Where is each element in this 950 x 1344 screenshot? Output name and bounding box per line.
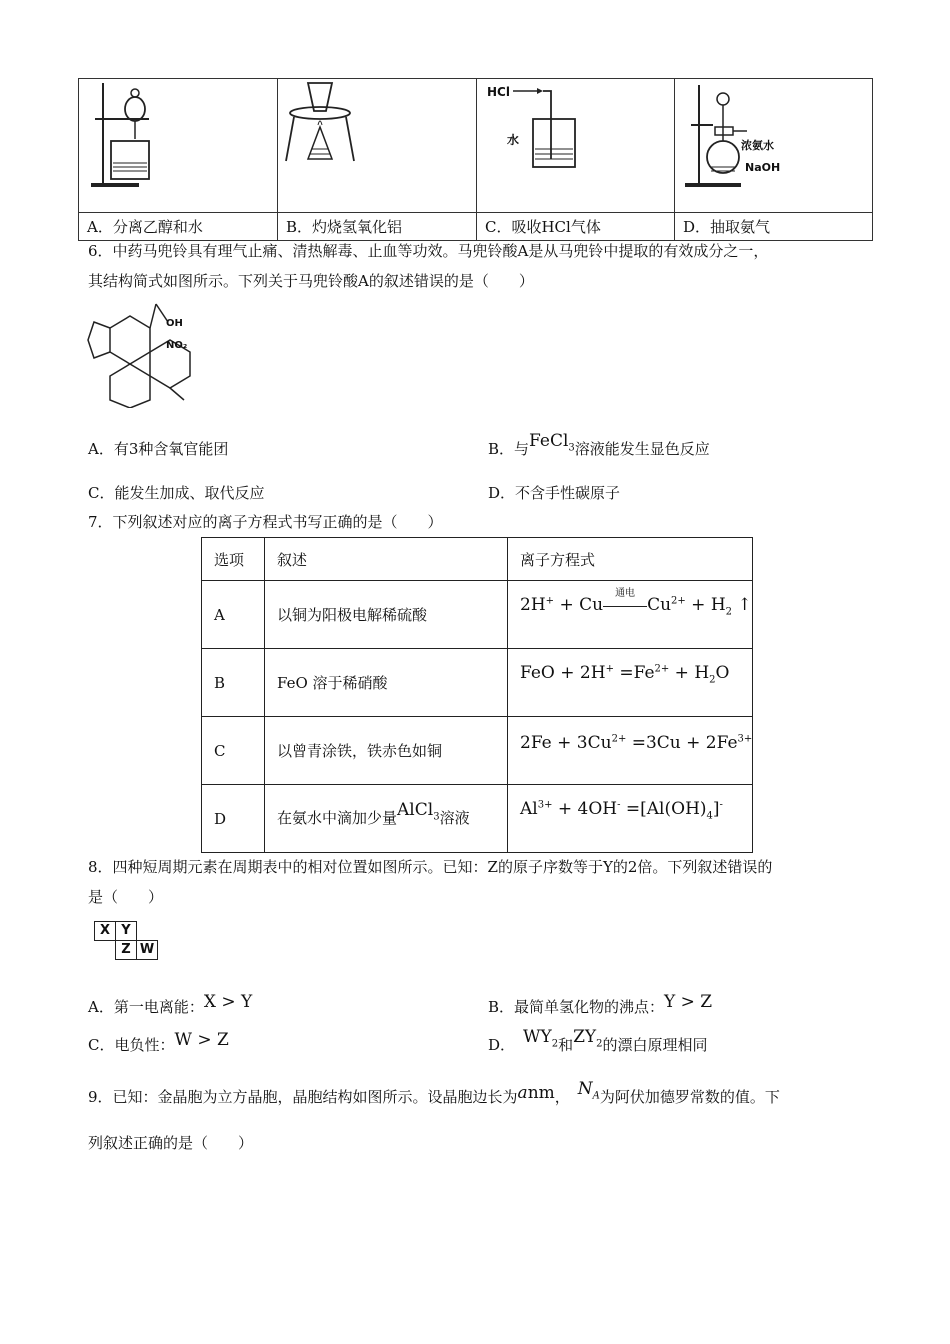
row-key: C (202, 717, 265, 785)
q8-option-d-post: 的漂白原理相同 (602, 1036, 708, 1054)
row-key: A (202, 581, 265, 649)
q8-option-d-and: 和 (558, 1036, 574, 1054)
crucible-burner-figure (278, 79, 476, 208)
q8-option-b (488, 992, 713, 1018)
row-equation (508, 581, 753, 649)
periodic-position-grid (94, 921, 160, 963)
row-equation (508, 717, 753, 785)
apparatus-c-figure (477, 79, 675, 213)
q6-option-b (488, 431, 710, 467)
q9-a-unit: nm (527, 1083, 555, 1103)
water-label: 水 (507, 133, 520, 147)
row-key: B (202, 649, 265, 717)
q9-stem-line2: 列叙述正确的是（ ） (88, 1134, 254, 1152)
q6-option-c: C．能发生加成、取代反应 (88, 484, 265, 502)
element-w-cell: W (136, 940, 158, 960)
desc-d-post: 溶液 (439, 808, 470, 827)
header-equation: 离子方程式 (508, 538, 753, 581)
header-description: 叙述 (265, 538, 508, 581)
q8-option-c-pre: C．电负性： (88, 1036, 175, 1054)
q8-option-c-math: W > Z (174, 1030, 229, 1050)
ion-equation-table (201, 537, 753, 853)
zy2-base: ZY (573, 1027, 597, 1047)
equation-a: 2H+ + Cu 通电 $Cu^{2+} + H_2$ ↑ (520, 595, 752, 617)
table-row (202, 717, 753, 785)
wy2-formula (523, 1027, 559, 1050)
zy2-formula (573, 1027, 603, 1050)
row-description (265, 785, 508, 853)
equation-b: FeO + $2H^+ =Fe^{2+} + H_2O$ (520, 663, 730, 686)
row-equation (508, 649, 753, 717)
zy2-sub: 2 (596, 1038, 603, 1050)
fecl3-sub: 3 (568, 442, 575, 454)
apparatus-d-figure (675, 79, 873, 213)
q9-comma: ， (554, 1088, 570, 1106)
header-option: 选项 (202, 538, 265, 581)
wy2-sub: 2 (551, 1038, 559, 1050)
na-base: N (577, 1079, 593, 1099)
apparatus-option-b: B．灼烧氢氧化铝 (278, 213, 477, 241)
alcl3-sub: 3 (433, 811, 440, 823)
q9-a-variable: a (517, 1083, 528, 1103)
desc-d-pre: 在氨水中滴加少量 (277, 808, 398, 827)
table-row (202, 581, 753, 649)
q9-stem-line1 (88, 1079, 780, 1115)
apparatus-option-d: D．抽取氨气 (675, 213, 873, 241)
structure-drawing (80, 296, 200, 408)
fecl3-base: FeCl (529, 431, 569, 451)
element-x-cell: X (94, 921, 116, 941)
hcl-label: HCl (487, 85, 510, 99)
q9-stem-pre: 9．已知：金晶胞为立方晶胞，晶胞结构如图所示。设晶胞边长为 (88, 1088, 518, 1106)
row-equation (508, 785, 753, 853)
beaker-figure (477, 79, 675, 208)
q9-stem-post: 为阿伏加德罗常数的值。下 (599, 1088, 780, 1106)
apparatus-table (78, 78, 873, 241)
row-description: FeO 溶于稀硝酸 (265, 649, 508, 717)
q6-option-d: D．不含手性碳原子 (488, 484, 621, 502)
table-row (202, 649, 753, 717)
element-z-cell: Z (115, 940, 137, 960)
q6-stem-line2: 其结构简式如图所示。下列关于马兜铃酸A的叙述错误的是（ ） (88, 272, 534, 290)
struct-no2-label: NO₂ (166, 340, 188, 351)
table-row (202, 785, 753, 853)
q6-stem-line1: 6．中药马兜铃具有理气止痛、清热解毒、止血等功效。马兜铃酸A是从马兜铃中提取的有效成分之一， (88, 242, 769, 260)
q6-option-b-post: 溶液能发生显色反应 (574, 440, 710, 458)
apparatus-option-a: A．分离乙醇和水 (79, 213, 278, 241)
wy2-base: WY (523, 1027, 552, 1047)
apparatus-a-figure (79, 79, 278, 213)
q6-option-a: A．有3种含氧官能团 (88, 440, 229, 458)
q8-option-b-math: Y > Z (664, 992, 713, 1012)
q8-option-a-pre: A．第一电离能： (88, 998, 204, 1016)
separatory-funnel-figure (79, 79, 277, 208)
na-sub: A (592, 1090, 600, 1102)
alcl3-formula (397, 799, 440, 823)
apparatus-b-figure (278, 79, 477, 213)
apparatus-option-c: C．吸收HCl气体 (477, 213, 675, 241)
q8-stem-line2: 是（ ） (88, 888, 164, 906)
avogadro-symbol (577, 1079, 600, 1102)
q8-option-c (88, 1030, 229, 1056)
naoh-label: NaOH (745, 161, 781, 174)
fecl3-formula (529, 431, 575, 454)
struct-oh-label: OH (166, 318, 183, 329)
row-description: 以铜为阳极电解稀硫酸 (265, 581, 508, 649)
q6-option-b-pre: B．与 (488, 440, 530, 458)
equation-c: $2Fe + 3Cu^{2+} =3Cu + 2Fe^{3+}$ (520, 732, 753, 753)
alcl3-base: AlCl (397, 799, 434, 820)
aristolochic-acid-structure (80, 296, 200, 408)
flask-figure (675, 79, 873, 208)
q7-stem: 7．下列叙述对应的离子方程式书写正确的是（ ） (88, 513, 443, 531)
q8-option-a-math: X > Y (203, 992, 253, 1012)
q8-option-d-pre: D． (488, 1036, 516, 1054)
q8-option-b-pre: B．最简单氢化物的沸点： (488, 998, 665, 1016)
q8-option-d (488, 1027, 708, 1063)
row-key: D (202, 785, 265, 853)
q8-option-a (88, 992, 253, 1018)
electrolysis-condition: 通电 (615, 588, 636, 600)
ammonia-label: 浓氨水 (741, 139, 774, 152)
equation-d: $Al^{3+} + 4OH^- =[Al(OH)_4]^-$ (520, 799, 723, 822)
row-description: 以曾青涂铁，铁赤色如铜 (265, 717, 508, 785)
q8-stem-line1: 8．四种短周期元素在周期表中的相对位置如图所示。已知：Z的原子序数等于Y的2倍。下列叙述错误的 (88, 858, 773, 876)
element-y-cell: Y (115, 921, 137, 941)
